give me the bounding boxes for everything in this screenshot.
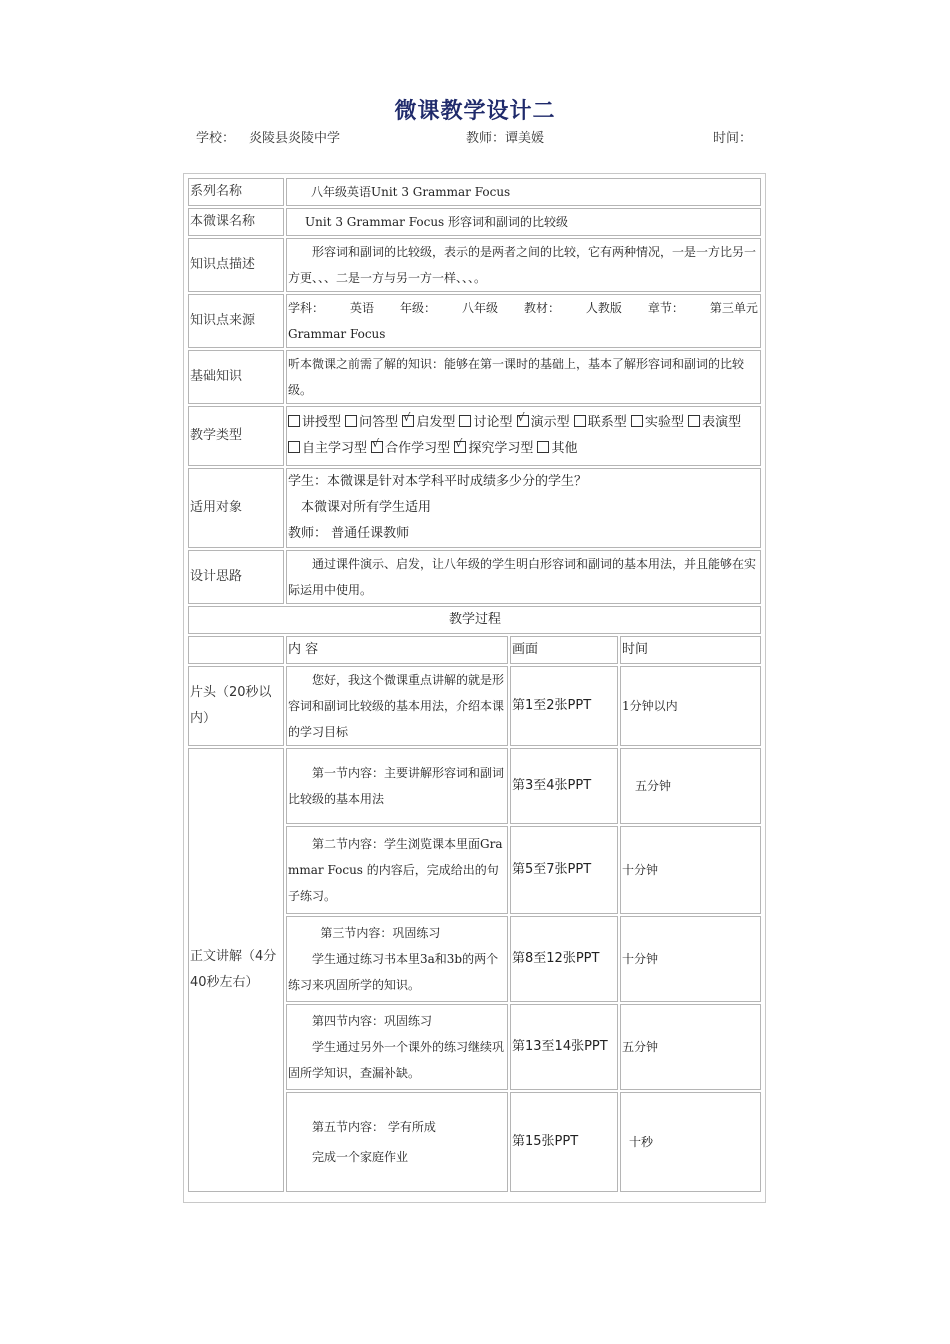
teaching-type-option-label: 启发型 [416,415,456,430]
teaching-type-option [574,415,627,430]
table-row [188,406,761,466]
series-label: 系列名称 [188,178,284,206]
teaching-type-option [345,415,398,430]
teaching-type-option-label: 合作学习型 [385,441,451,456]
section-4-title: 第四节内容：巩固练习 [312,1014,433,1028]
school-value: 炎陵县炎陵中学 [249,131,341,146]
table-row [188,468,761,548]
design-table-frame [183,173,766,1203]
section-1-content [286,748,508,824]
teaching-type-option-label: 问答型 [359,415,399,430]
subject-value: 英语 [349,301,374,315]
section-1-title: 第一节内容：主要讲解形容词和副词比较级的基本用法 [288,766,505,806]
table-row [188,208,761,236]
section-2-time: 十分钟 [620,826,761,914]
grade-value: 八年级 [461,301,498,315]
audience-line-1: 学生：本微课是针对本学科平时成绩多少分的学生？ [288,474,588,489]
knowledge-source-line [288,295,760,321]
process-heading: 教学过程 [188,606,761,634]
unchecked-box-icon [574,415,586,427]
teaching-type-option [459,415,512,430]
teacher-meta [466,127,544,146]
section-3-content [286,916,508,1002]
subject-label: 学科： [288,301,325,315]
table-row [188,178,761,206]
checked-box-icon [371,441,383,453]
section-3-body: 学生通过练习书本里3a和3b的两个练习来巩固所学的知识。 [288,952,499,992]
audience-line-3: 教师： 普通任课教师 [288,526,410,541]
textbook-label: 教材： [523,301,560,315]
teaching-type-option [402,415,455,430]
teaching-type-option-label: 讨论型 [473,415,513,430]
teaching-type-option [371,441,450,456]
time-label: 时间： [713,131,753,146]
teaching-type-label: 教学类型 [188,406,284,466]
table-row [188,294,761,348]
teaching-type-option-label: 联系型 [587,415,627,430]
teaching-type-option [537,441,577,456]
section-1-time: 五分钟 [620,748,761,824]
teaching-type-option-label: 表演型 [702,415,742,430]
knowledge-source-label: 知识点来源 [188,294,284,348]
series-value: 八年级英语Unit 3 Grammar Focus [286,178,761,206]
opening-screen: 第1至2张PPT [510,666,618,746]
audience-value [286,468,761,548]
unchecked-box-icon [288,415,300,427]
table-row [188,550,761,604]
basic-value: 听本微课之前需了解的知识：能够在第一课时的基础上，基本了解形容词和副词的比较级。 [286,350,761,404]
teaching-type-option [288,441,367,456]
teaching-type-option [517,415,570,430]
design-label: 设计思路 [188,550,284,604]
teaching-type-option-label: 实验型 [644,415,684,430]
basic-label: 基础知识 [188,350,284,404]
col-time-header: 时间 [620,636,761,664]
unchecked-box-icon [288,441,300,453]
section-3-screen: 第8至12张PPT [510,916,618,1002]
teaching-type-option-label: 自主学习型 [302,441,368,456]
chapter-label: 章节： [647,301,684,315]
unchecked-box-icon [631,415,643,427]
unchecked-box-icon [345,415,357,427]
chapter-continuation: Grammar Focus [288,327,386,341]
teaching-type-option-label: 演示型 [530,415,570,430]
section-3-time: 十分钟 [620,916,761,1002]
opening-content: 您好，我这个微课重点讲解的就是形容词和副词比较级的基本用法，介绍本课的学习目标 [286,666,508,746]
grade-label: 年级： [399,301,436,315]
section-5-title: 第五节内容： 学有所成 [312,1120,436,1134]
school-meta [196,127,340,146]
table-row [188,636,761,664]
page-title: 微课教学设计二 [394,99,556,124]
section-3-title: 第三节内容：巩固练习 [320,926,441,940]
teacher-label: 教师： [466,131,506,146]
teaching-type-option-label: 其他 [551,441,578,456]
teaching-type-option [631,415,684,430]
design-value: 通过课件演示、启发，让八年级的学生明白形容词和副词的基本用法，并且能够在实际运用中使用。 [286,550,761,604]
table-row [188,350,761,404]
teaching-type-option-label: 讲授型 [302,415,342,430]
table-row [188,748,761,824]
section-2-content [286,826,508,914]
section-4-time: 五分钟 [620,1004,761,1090]
school-label: 学校： [196,131,236,146]
section-4-screen: 第13至14张PPT [510,1004,618,1090]
checked-box-icon [517,415,529,427]
teaching-type-option [688,415,741,430]
teaching-type-options [286,406,761,466]
audience-line-2: 本微课对所有学生适用 [301,500,432,515]
textbook-value: 人教版 [585,301,622,315]
table-row [188,238,761,292]
section-2-screen: 第5至7张PPT [510,826,618,914]
unchecked-box-icon [688,415,700,427]
main-label: 正文讲解（4分40秒左右） [188,748,284,1192]
audience-label: 适用对象 [188,468,284,548]
section-4-content [286,1004,508,1090]
section-5-time: 十秒 [620,1092,761,1192]
section-5-body: 完成一个家庭作业 [312,1150,409,1164]
checked-box-icon [454,441,466,453]
process-blank-cell [188,636,284,664]
section-1-screen: 第3至4张PPT [510,748,618,824]
section-5-content [286,1092,508,1192]
opening-label: 片头（20秒以内） [188,666,284,746]
design-table [186,176,763,1194]
col-screen-header: 画面 [510,636,618,664]
teaching-type-option [288,415,341,430]
lesson-label: 本微课名称 [188,208,284,236]
knowledge-desc-label: 知识点描述 [188,238,284,292]
table-row [188,606,761,634]
knowledge-desc-value: 形容词和副词的比较级，表示的是两者之间的比较，它有两种情况，一是一方比另一方更、、、二是一方与另一方一样、、、。 [286,238,761,292]
section-5-screen: 第15张PPT [510,1092,618,1192]
section-4-body: 学生通过另外一个课外的练习继续巩固所学知识，查漏补缺。 [288,1040,505,1080]
lesson-value: Unit 3 Grammar Focus 形容词和副词的比较级 [286,208,761,236]
unchecked-box-icon [537,441,549,453]
opening-time: 1分钟以内 [620,666,761,746]
teaching-type-option [454,441,533,456]
col-content-header: 内 容 [286,636,508,664]
unchecked-box-icon [459,415,471,427]
table-row [188,666,761,746]
chapter-value: 第三单元 [709,301,758,315]
teacher-value: 谭美媛 [505,131,545,146]
checked-box-icon [402,415,414,427]
section-2-title: 第二节内容：学生浏览课本里面Grammar Focus 的内容后，完成给出的句子练习。 [288,837,503,903]
teaching-type-option-label: 探究学习型 [468,441,534,456]
knowledge-source-value [286,294,761,348]
time-meta [713,127,752,146]
